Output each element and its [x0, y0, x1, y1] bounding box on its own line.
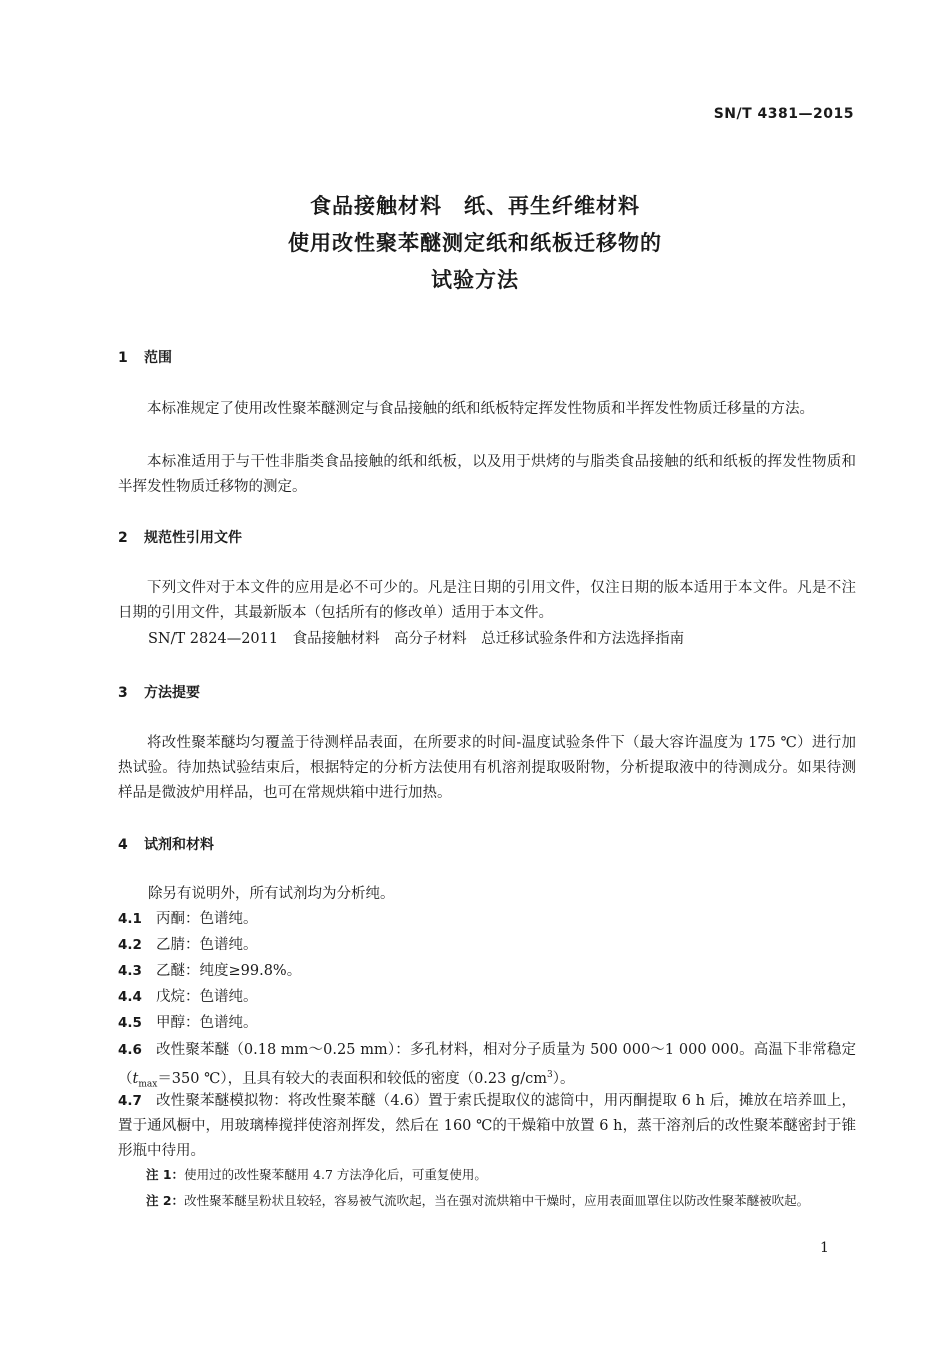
item-number: 4.3 — [118, 963, 142, 979]
item-text: 改性聚苯醚（0.18 mm～0.25 mm）：多孔材料，相对分子质量为 500 000～1 000 000。高温下非常稳定（ — [118, 1042, 856, 1087]
section-heading-4 — [118, 834, 214, 854]
note — [146, 1190, 856, 1212]
note-text: 改性聚苯醚呈粉状且较轻，容易被气流吹起，当在强对流烘箱中干燥时，应用表面皿罩住以防改性聚苯醚被吹起。 — [184, 1193, 810, 1208]
list-item — [118, 1011, 856, 1036]
list-item — [118, 985, 856, 1010]
section-title: 方法提要 — [144, 685, 200, 701]
section-number: 3 — [118, 685, 128, 701]
item-number: 4.4 — [118, 989, 142, 1005]
item-number: 4.1 — [118, 911, 142, 927]
list-item — [118, 907, 856, 932]
item-text-sub: max — [138, 1079, 158, 1090]
paragraph: 除另有说明外，所有试剂均为分析纯。 — [148, 886, 395, 902]
document-title — [0, 188, 950, 299]
paragraph: 本标准适用于与干性非脂类食品接触的纸和纸板，以及用于烘烤的与脂类食品接触的纸和纸板的挥发性物质和半挥发性物质迁移物的测定。 — [118, 454, 856, 495]
list-item — [118, 959, 856, 984]
section-title: 试剂和材料 — [144, 837, 214, 853]
item-text-sup: 3 — [547, 1070, 553, 1080]
item-text: 丙酮：色谱纯。 — [156, 911, 258, 927]
item-text: 戊烷：色谱纯。 — [156, 989, 258, 1005]
item-number: 4.6 — [118, 1042, 142, 1058]
item-text: 乙腈：色谱纯。 — [156, 937, 258, 953]
item-text: 改性聚苯醚模拟物：将改性聚苯醚（4.6）置于索氏提取仪的滤筒中，用丙酮提取 6 h 后，摊放在培养皿上，置于通风橱中，用玻璃棒搅拌使溶剂挥发，然后在 160 ℃的干燥箱中放置 6 h，蒸干溶剂后的改性聚苯醚密封于锥形瓶中待用。 — [118, 1093, 856, 1159]
item-text: 乙醚：纯度≥99.8%。 — [156, 963, 302, 979]
paragraph: 将改性聚苯醚均匀覆盖于待测样品表面，在所要求的时间-温度试验条件下（最大容许温度为 175 ℃）进行加热试验。待加热试验结束后，根据特定的分析方法使用有机溶剂提取吸附物，分析提取液中的待测成分。如果待测样品是微波炉用样品，也可在常规烘箱中进行加热。 — [118, 735, 856, 801]
note-label: 注 2： — [146, 1193, 185, 1208]
section-heading-3 — [118, 682, 200, 702]
section-title: 范围 — [144, 350, 172, 366]
note-label: 注 1： — [146, 1167, 185, 1182]
item-text: ）。 — [552, 1070, 575, 1087]
section-number: 1 — [118, 350, 128, 366]
title-line-3: 试验方法 — [431, 268, 519, 292]
page-number: 1 — [820, 1240, 829, 1256]
section-number: 4 — [118, 837, 128, 853]
paragraph: 下列文件对于本文件的应用是必不可少的。凡是注日期的引用文件，仅注日期的版本适用于本文件。凡是不注日期的引用文件，其最新版本（包括所有的修改单）适用于本文件。 — [118, 580, 856, 621]
paragraph: 本标准规定了使用改性聚苯醚测定与食品接触的纸和纸板特定挥发性物质和半挥发性物质迁移量的方法。 — [147, 401, 814, 417]
title-line-1: 食品接触材料 纸、再生纤维材料 — [310, 194, 640, 218]
section-number: 2 — [118, 530, 128, 546]
normative-reference: SN/T 2824—2011 食品接触材料 高分子材料 总迁移试验条件和方法选择指南 — [148, 631, 685, 647]
list-item — [118, 933, 856, 958]
item-text-var: t — [132, 1070, 139, 1087]
item-number: 4.2 — [118, 937, 142, 953]
section-heading-2 — [118, 527, 242, 547]
item-text: ＝350 ℃），且具有较大的表面积和较低的密度（0.23 g/cm — [157, 1070, 547, 1087]
item-text: 甲醇：色谱纯。 — [156, 1015, 258, 1031]
item-number: 4.7 — [118, 1093, 142, 1109]
title-line-2: 使用改性聚苯醚测定纸和纸板迁移物的 — [288, 231, 662, 255]
section-heading-1 — [118, 347, 172, 367]
item-number: 4.5 — [118, 1015, 142, 1031]
section-title: 规范性引用文件 — [144, 530, 242, 546]
list-item — [118, 1089, 856, 1164]
note — [146, 1164, 856, 1186]
document-code: SN/T 4381—2015 — [713, 106, 854, 122]
note-text: 使用过的改性聚苯醚用 4.7 方法净化后，可重复使用。 — [184, 1167, 487, 1182]
